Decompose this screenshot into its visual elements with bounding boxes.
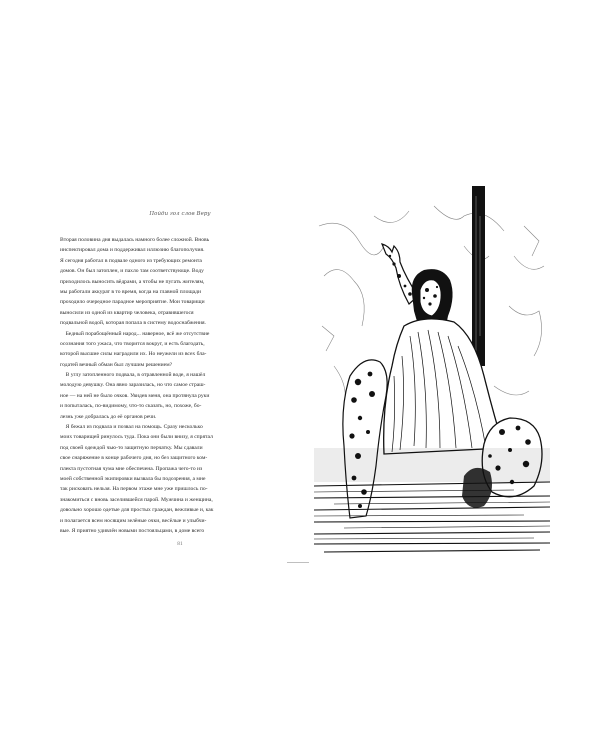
text-line: плекта пустотная чума мне обеспечена. Пропажа чего-то из	[60, 465, 203, 472]
illustration-svg	[314, 186, 550, 556]
text-line: домов. Он был затоплен, и пахло там соответствующе. Воду	[60, 268, 204, 275]
paragraph	[60, 235, 300, 329]
body-text	[60, 235, 300, 536]
text-line: В углу затопленного подвала, в отравленной воде, я нашёл	[60, 372, 206, 379]
text-line: Я сегодня работал в подвале одного из требующих ремонта	[60, 257, 202, 264]
text-line: под своей одеждой чью-то защитную перчатку. Мы сдавали	[60, 444, 203, 451]
text-line: так рисковать нельзя. На первом этаже мне уже пришлось по-	[60, 486, 208, 493]
text-line: молодую девушку. Она явно заразилась, но что самое страш-	[60, 382, 206, 389]
text-line: осознания того ужаса, что творится вокруг, и есть благодать,	[60, 340, 205, 347]
text-line: довольно хорошо одетые для простых граждан, вежливые и, как	[60, 507, 214, 514]
text-line: свое снаряжение в конце рабочего дня, но без защитного ком-	[60, 455, 208, 462]
text-line: знакомиться с вновь заселившейся парой. Мужчина и женщина,	[60, 496, 213, 503]
text-line: выносили из одной из квартир человека, отравившегося	[60, 309, 194, 316]
text-line: Я бежал из подвала и позвал на помощь. Сразу несколько	[60, 424, 203, 431]
text-line: приходилось выносить вёдрами, а чтобы не пугать жителям,	[60, 278, 205, 285]
text-line: подвальной водой, которая попала в систему водоснабжения.	[60, 320, 206, 327]
pillar	[472, 186, 485, 366]
paragraph	[60, 370, 300, 422]
right-page	[300, 0, 600, 750]
text-line: лезнь уже добралась до её органов речи.	[60, 413, 157, 420]
text-line: и попыталась, по-видимому, что-то сказать, но, похоже, бо-	[60, 403, 202, 410]
plague-figure-illustration	[314, 186, 550, 556]
text-line: которой высшие силы наградили их. Но неужели из всех бла-	[60, 351, 207, 358]
text-line: моей собственной экипировки вызвала бы подозрения, а мне	[60, 475, 206, 482]
text-line: и полагается всем носящим зелёные очки, весёлые и улыбчи-	[60, 517, 207, 524]
text-line: проходило очередное парадное мероприятие. Мои товарищи	[60, 299, 205, 306]
running-head: Пойди гол слов Веру	[149, 211, 211, 217]
text-line: ное — на ней не было очков. Увидев меня, она протянула руки	[60, 392, 210, 399]
text-line: моих товарищей ринулось туда. Пока они были внизу, я спрятал	[60, 434, 213, 441]
page-number: 81	[177, 541, 183, 547]
text-line: годатей вечный обман был лучшим решением?	[60, 361, 173, 368]
text-line: инспектировал дома и поддерживал иллюзию благополучия.	[60, 247, 205, 254]
paragraph	[60, 422, 300, 536]
text-line: вые. Я приятно удивлён новыми постояльцами, в доме всего	[60, 527, 205, 534]
text-line: мы работали аккурат в то время, когда на главной площади	[60, 288, 201, 295]
text-line: Вторая половина дня выдалась намного более сложной. Вновь	[60, 237, 210, 243]
text-line: Бедный порабощённый народ... наверное, всё же отсутствие	[60, 330, 210, 337]
paragraph	[60, 329, 300, 371]
